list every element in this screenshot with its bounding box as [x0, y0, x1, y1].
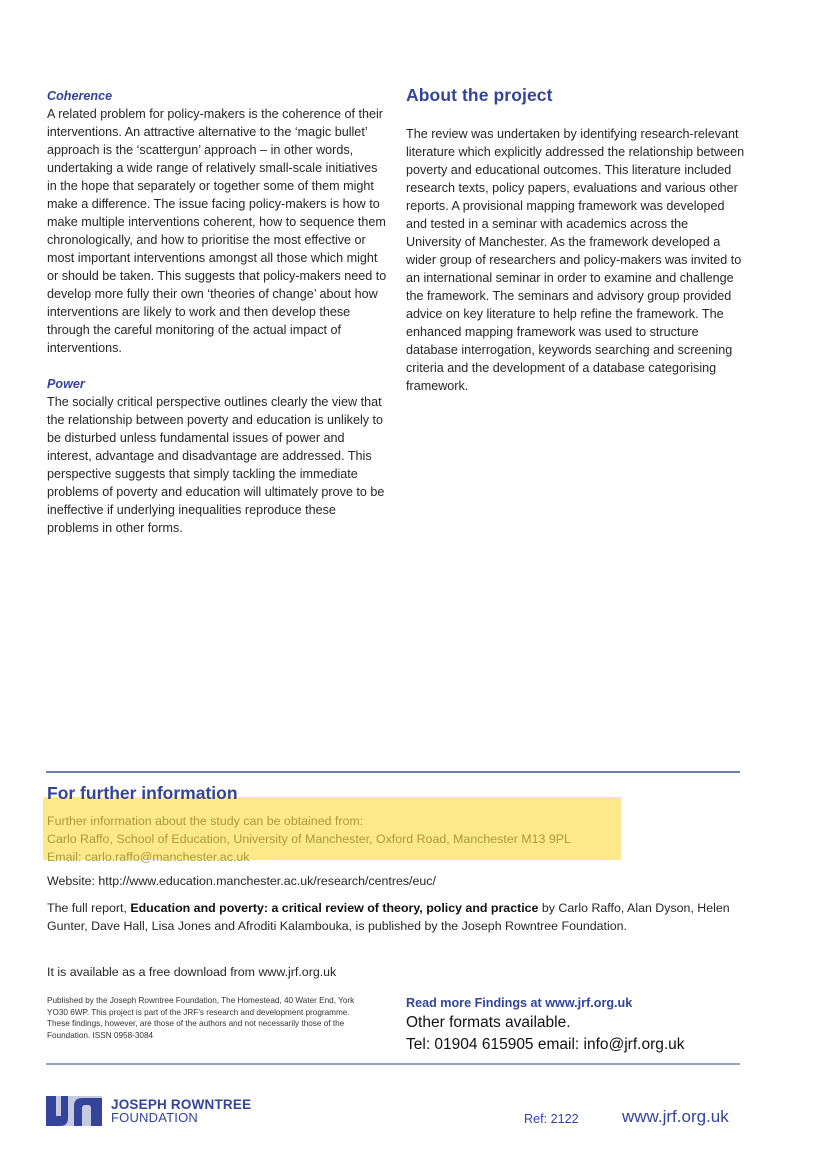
- bottom-divider: [46, 1063, 740, 1065]
- coherence-heading: Coherence: [47, 89, 113, 103]
- report-suffix: by Carlo Raffo, Alan Dyson, Helen Gunter, Dave Hall, Lisa Jones and Afroditi Kalambouka, is published by the Joseph Rowntree Foundation.: [47, 901, 730, 933]
- reference-number: Ref: 2122: [524, 1112, 579, 1126]
- further-info-email[interactable]: Email: carlo.raffo@manchester.ac.uk: [47, 850, 250, 864]
- jrf-logo-mark-icon: [46, 1096, 102, 1126]
- report-title: Education and poverty: a critical review of theory, policy and practice: [130, 901, 539, 915]
- other-formats: Other formats available.: [406, 1014, 571, 1031]
- coherence-paragraph: A related problem for policy-makers is the coherence of their interventions. An attractive alternative to the ‘magic bullet’ approach is the ‘scattergun’ approach – in other words, undertaking a wide range of relatively small-scale initiatives in the hope that separately or together some of them might make a difference. The issue facing policy-makers is how to make multiple interventions coherent, how to sequence them chronologically, and how to prioritise the most effective or most important interventions amongst all those which might or should be taken. This suggests that policy-makers need to develop more fully their own ‘theories of change’ about how interventions are likely to work and then develop these through the careful monitoring of the actual impact of interventions.: [47, 107, 387, 355]
- further-info-heading: For further information: [47, 783, 238, 803]
- read-more-link[interactable]: Read more Findings at www.jrf.org.uk: [406, 996, 633, 1010]
- power-paragraph: The socially critical perspective outlines clearly the view that the relationship between poverty and education is unlikely to be disturbed unless fundamental issues of power and interest, advantage and disadvantage are addressed. This perspective suggests that simply tackling the immediate problems of poverty and education will ultimately prove to be ineffective if underlying inequalities reproduce these problems in other forms.: [47, 395, 385, 535]
- power-heading: Power: [47, 377, 85, 391]
- jrf-logo: [46, 1096, 251, 1126]
- further-info-address: Carlo Raffo, School of Education, University of Manchester, Oxford Road, Manchester M13 9PL: [47, 832, 571, 846]
- contact-phone-email: Tel: 01904 615905 email: info@jrf.org.uk: [406, 1036, 685, 1053]
- website-link[interactable]: Website: http://www.education.manchester.ac.uk/research/centres/euc/: [47, 874, 436, 888]
- logo-name: JOSEPH ROWNTREE: [111, 1097, 252, 1112]
- about-project-heading: About the project: [406, 85, 553, 105]
- contact-block: [406, 994, 746, 1056]
- full-report-note: [47, 899, 747, 935]
- top-divider: [46, 771, 740, 773]
- further-info-intro: Further information about the study can be obtained from:: [47, 814, 364, 828]
- further-info-contact: [47, 812, 571, 866]
- publisher-note: Published by the Joseph Rowntree Foundation, The Homestead, 40 Water End, York YO30 6WP. This project is part of the JRF’s research and development programme. These findings, however, are those of the authors and not necessarily those of the Foundation. ISSN 0958-3084: [47, 996, 355, 1040]
- footer-url-link[interactable]: www.jrf.org.uk: [622, 1107, 729, 1126]
- about-project-paragraph: The review was undertaken by identifying research-relevant literature which explicitly addressed the relationship between poverty and educational outcomes. This literature included research texts, policy papers, evaluations and various other reports. A provisional mapping framework was developed and tested in a seminar with academics across the University of Manchester. As the framework developed a wider group of researchers and policy-makers was invited to an international seminar in order to examine and challenge the framework. The seminars and advisory group provided advice on key literature to help refine the framework. The enhanced mapping framework was used to structure database interrogation, keywords searching and screening criteria and the development of a database categorising framework.: [406, 127, 745, 393]
- report-prefix: The full report,: [47, 901, 131, 915]
- logo-subname: FOUNDATION: [111, 1110, 198, 1125]
- left-column: [47, 87, 387, 537]
- right-column: [406, 84, 746, 395]
- download-note[interactable]: It is available as a free download from www.jrf.org.uk: [47, 965, 337, 979]
- logo-text: [111, 1098, 251, 1124]
